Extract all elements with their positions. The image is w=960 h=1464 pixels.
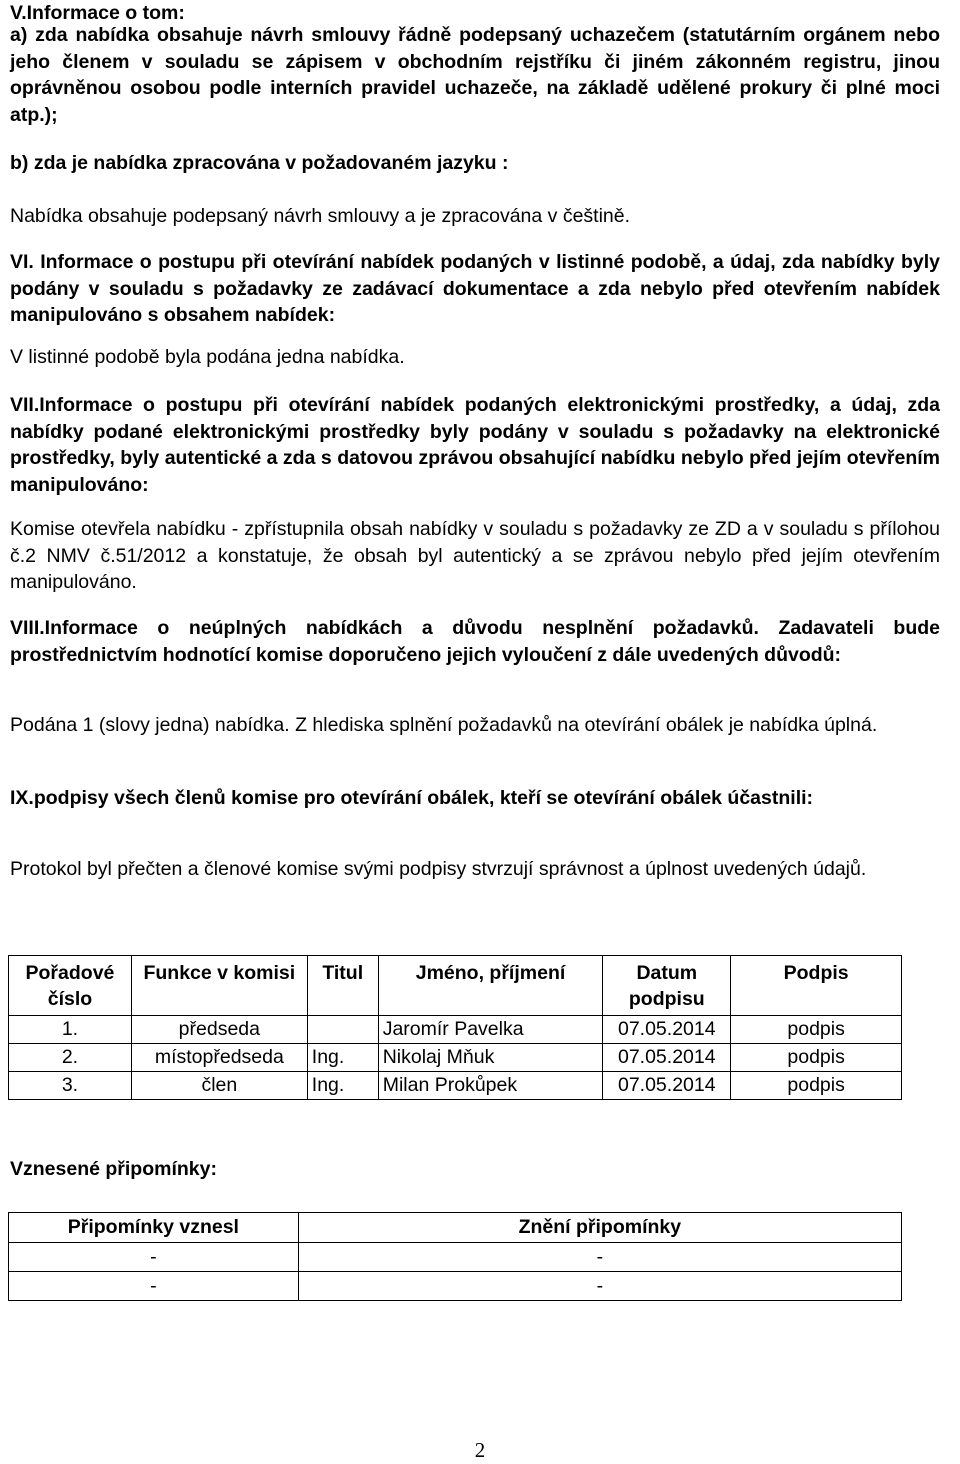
remarks-table — [8, 1212, 902, 1301]
header-cell: Titul — [307, 956, 378, 1016]
table-row — [9, 1272, 902, 1301]
section-viii-heading: VIII.Informace o neúplných nabídkách a důvodu nesplnění požadavků. Zadavateli bude prostřednictvím hodnotící komise doporučeno jejich vyloučení z dále uvedených důvodů: — [10, 617, 940, 666]
section-vi-answer: V listinné podobě byla podána jedna nabídka. — [10, 346, 405, 368]
table-cell: člen — [131, 1072, 307, 1100]
table-row — [9, 1072, 902, 1100]
section-vii-answer: Komise otevřela nabídku - zpřístupnila obsah nabídky v souladu s požadavky ze ZD a v souladu s přílohou č.2 NMV č.51/2012 a konstatuje, že obsah byl autentický a se zprávou nebylo před jejím otevřením manipulováno. — [10, 518, 940, 593]
header-cell: Jméno, příjmení — [378, 956, 603, 1016]
table-row — [9, 1243, 902, 1272]
table-cell: Nikolaj Mňuk — [378, 1044, 603, 1072]
table-cell: 07.05.2014 — [603, 1072, 731, 1100]
table-cell: Ing. — [307, 1044, 378, 1072]
remarks-table-header — [9, 1213, 902, 1243]
members-table-header — [9, 956, 902, 1016]
table-row — [9, 1016, 902, 1044]
table-cell: podpis — [731, 1016, 902, 1044]
table-cell — [307, 1016, 378, 1044]
section-v-heading: V.Informace o tom: — [10, 2, 185, 24]
table-cell: - — [9, 1272, 299, 1301]
table-cell: - — [298, 1243, 901, 1272]
table-cell: - — [298, 1272, 901, 1301]
table-cell: Milan Prokůpek — [378, 1072, 603, 1100]
table-cell: podpis — [731, 1072, 902, 1100]
table-cell: 2. — [9, 1044, 132, 1072]
table-cell: 07.05.2014 — [603, 1016, 731, 1044]
table-cell: místopředseda — [131, 1044, 307, 1072]
header-cell: Připomínky vznesl — [9, 1213, 299, 1243]
table-cell: 07.05.2014 — [603, 1044, 731, 1072]
section-vi-heading: VI. Informace o postupu při otevírání nabídek podaných v listinné podobě, a údaj, zda nabídky byly podány v souladu s požadavky ze zadávací dokumentace a zda nebylo před otevřením nabídek manipulováno s obsahem nabídek: — [10, 251, 940, 326]
members-table — [8, 955, 902, 1100]
header-cell: Pořadové číslo — [9, 956, 132, 1016]
section-viii-answer: Podána 1 (slovy jedna) nabídka. Z hlediska splnění požadavků na otevírání obálek je nabídka úplná. — [10, 714, 878, 736]
table-cell: 1. — [9, 1016, 132, 1044]
table-cell: předseda — [131, 1016, 307, 1044]
section-vii-heading: VII.Informace o postupu při otevírání nabídek podaných elektronickými prostředky, a údaj, zda nabídky podané elektronickými prostředky byly podány v souladu s požadavky na elektronické prostředky, byly autentické a zda s datovou zprávou obsahující nabídku nebylo před jejím otevřením manipulováno: — [10, 394, 940, 496]
header-cell: Podpis — [731, 956, 902, 1016]
section-ix-heading: IX.podpisy všech členů komise pro otevírání obálek, kteří se otevírání obálek účastnili: — [10, 787, 814, 809]
section-ix-answer: Protokol byl přečten a členové komise svými podpisy stvrzují správnost a úplnost uvedených údajů. — [10, 858, 867, 880]
table-cell: Ing. — [307, 1072, 378, 1100]
table-row — [9, 1044, 902, 1072]
table-cell: Jaromír Pavelka — [378, 1016, 603, 1044]
header-cell: Znění připomínky — [298, 1213, 901, 1243]
section-v-item-a: a) zda nabídka obsahuje návrh smlouvy řádně podepsaný uchazečem (statutárním orgánem nebo jeho členem v souladu se zápisem v obchodním rejstříku či jiném zákonném registru, jinou oprávněnou osobou podle interních pravidel uchazeče, na základě udělené prokury či plné moci atp.); — [10, 24, 940, 126]
table-cell: podpis — [731, 1044, 902, 1072]
header-cell: Datum podpisu — [603, 956, 731, 1016]
section-v-item-b: b) zda je nabídka zpracována v požadovaném jazyku : — [10, 152, 509, 174]
header-cell: Funkce v komisi — [131, 956, 307, 1016]
remarks-heading: Vznesené připomínky: — [10, 1158, 217, 1180]
table-cell: 3. — [9, 1072, 132, 1100]
section-v-answer: Nabídka obsahuje podepsaný návrh smlouvy a je zpracována v češtině. — [10, 205, 631, 227]
page-number: 2 — [474, 1438, 486, 1462]
table-cell: - — [9, 1243, 299, 1272]
